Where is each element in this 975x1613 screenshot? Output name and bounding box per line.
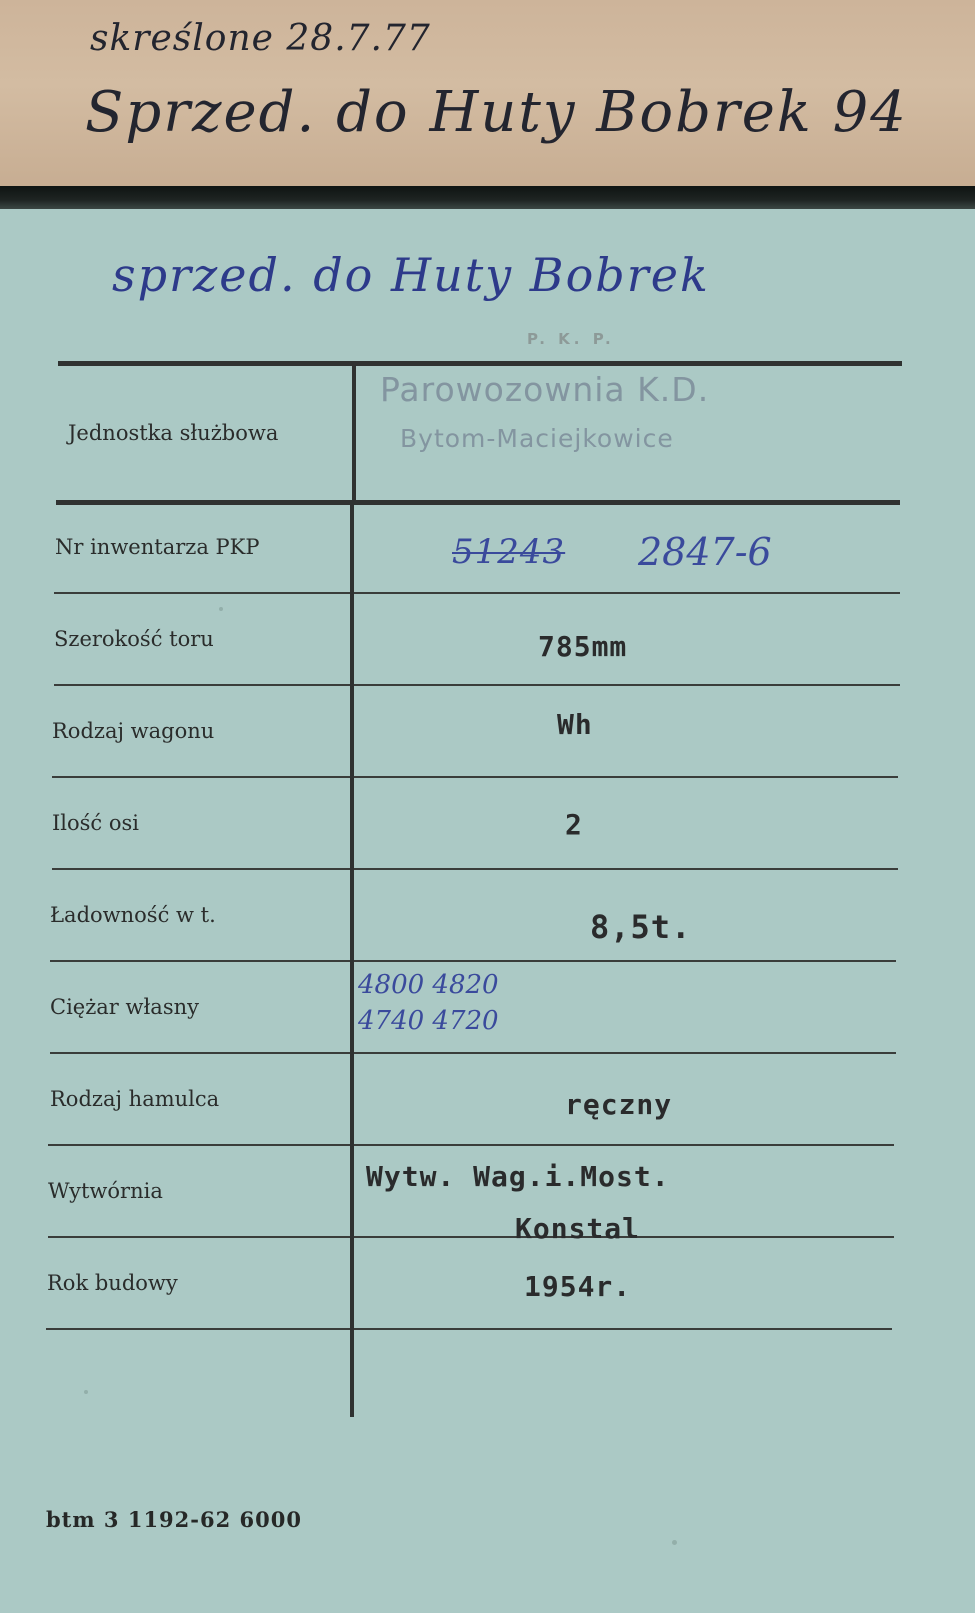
inventory-number-new: 2847-6 [638,530,772,574]
table-bottom-rule [46,1328,892,1330]
label-build-year: Rok budowy [47,1271,178,1295]
build-year-value: 1954r. [524,1270,632,1303]
stamp-depot-location: Bytom-Maciejkowice [400,424,674,453]
track-gauge-value: 785mm [538,630,628,663]
label-brake-type: Rodzaj hamulca [50,1087,220,1111]
label-axle-count: Ilość osi [52,811,140,835]
table-rule [48,1236,894,1238]
handwritten-sale-note-top: Sprzed. do Huty Bobrek 94 [85,80,908,145]
paper-speck [84,1390,88,1394]
paper-speck [219,607,223,611]
load-capacity-value: 8,5t. [590,908,692,946]
tare-weight-value-2: 4740 4720 [358,1006,499,1036]
table-top-rule [58,361,902,366]
label-tare-weight: Ciężar własny [50,995,199,1019]
handwritten-sale-note: sprzed. do Huty Bobrek [112,248,710,302]
handwritten-strike-note: skreślone 28.7.77 [90,18,431,59]
label-track-gauge: Szerokość toru [54,627,214,651]
wagon-type-value: Wh [557,708,593,741]
tare-weight-value-1: 4800 4820 [358,970,499,1000]
brake-type-value: ręczny [565,1088,673,1121]
label-inventory-number: Nr inwentarza PKP [55,535,260,559]
inventory-number-old: 51243 [452,532,566,572]
table-rule [52,868,898,870]
table-rule [50,1052,896,1054]
table-rule [56,500,900,505]
print-reference: btm 3 1192-62 6000 [46,1507,302,1532]
label-load-capacity: Ładowność w t. [50,903,216,927]
manufacturer-value: Wytw. Wag.i.Most. [366,1160,670,1193]
label-wagon-type: Rodzaj wagonu [52,719,215,743]
table-rule [54,684,900,686]
manufacturer-value-line2: Konstal [515,1212,641,1245]
axle-count-value: 2 [565,808,583,841]
pkp-stamp-header: P. K. P. [527,330,615,348]
label-unit: Jednostka służbowa [68,421,279,445]
table-rule [48,1144,894,1146]
stamp-depot-name: Parowozownia K.D. [380,370,710,409]
top-binding-band [0,186,975,209]
table-rule [54,592,900,594]
paper-speck [672,1540,677,1545]
label-manufacturer: Wytwórnia [48,1179,163,1203]
table-rule [52,776,898,778]
table-rule [50,960,896,962]
